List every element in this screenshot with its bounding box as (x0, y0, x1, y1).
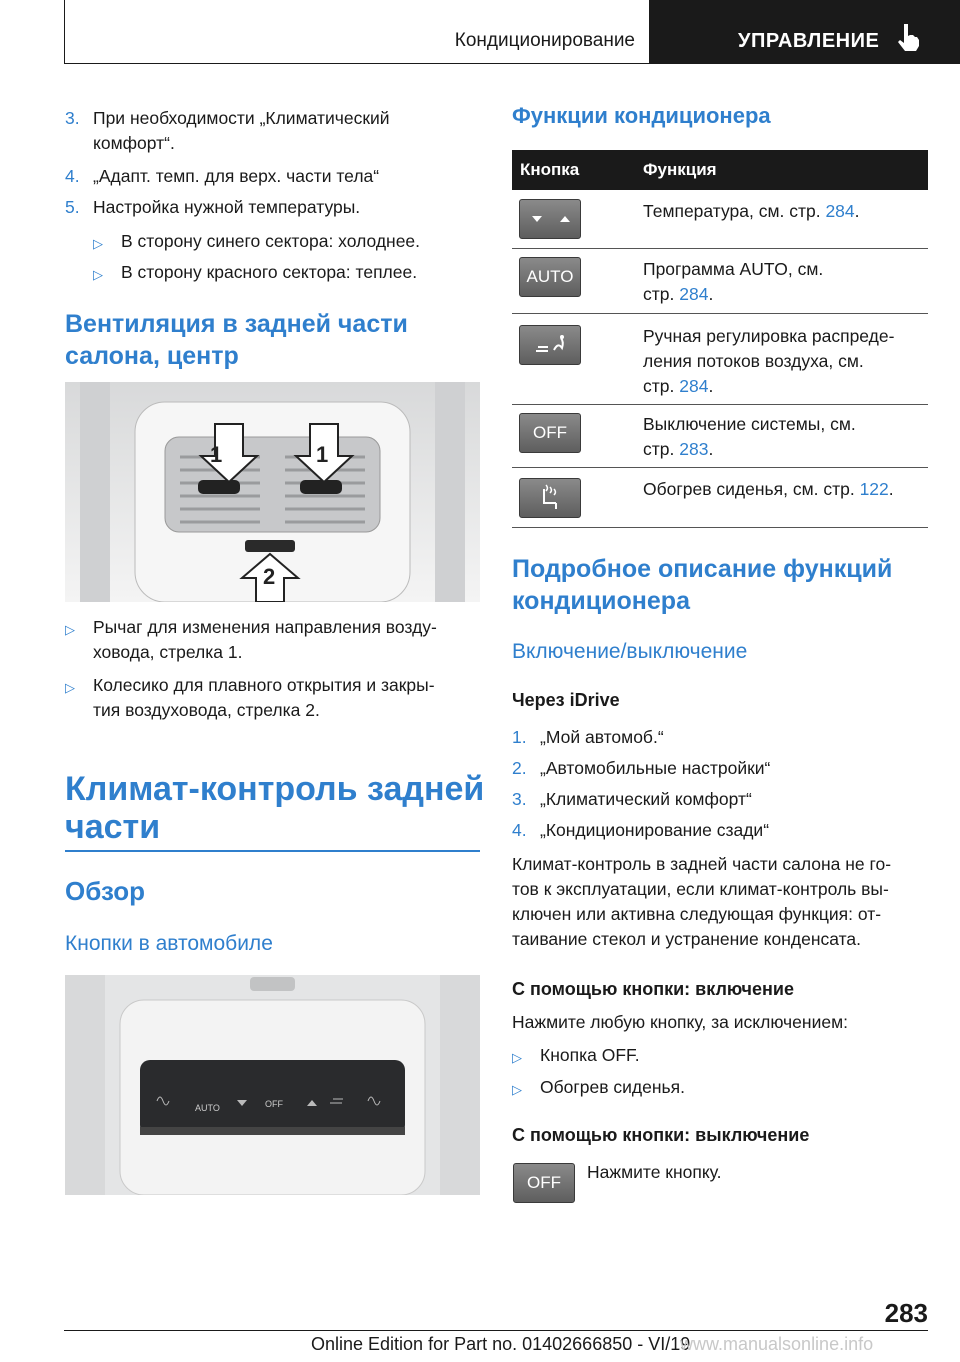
col-button-header: Кнопка (520, 160, 580, 179)
callout-1-left: 1 (210, 442, 223, 467)
function-line: Ручная регулировка распреде- (643, 326, 895, 346)
rear-vent-heading-line: салона, центр (65, 342, 239, 370)
callout-2: 2 (263, 564, 276, 589)
function-line: Выключение системы, см. (643, 414, 856, 434)
bullet-text: Кнопка OFF. (540, 1045, 640, 1065)
page-number: 283 (884, 1298, 928, 1328)
callout-1-right: 1 (316, 442, 329, 467)
step-text: „Климатический комфорт“ (540, 789, 752, 809)
bullet-text: Колесико для плавного открытия и закры- (93, 675, 435, 695)
seat-heat-icon (519, 478, 581, 518)
step-number: 2. (512, 758, 527, 778)
function-line: Обогрев сиденья, см. стр. (643, 479, 860, 499)
main-heading-line: Климат-контроль задней (65, 770, 485, 808)
bullet-text: Обогрев сиденья. (540, 1077, 685, 1097)
page-ref-link[interactable]: 284 (679, 376, 709, 396)
col-function-header: Функция (643, 160, 717, 179)
main-heading-line: части (65, 808, 161, 846)
step-number: 4. (65, 166, 80, 186)
detail-heading-line: кондиционера (512, 587, 690, 615)
row-divider (512, 248, 928, 249)
function-line: Программа AUTO, см. (643, 259, 824, 279)
hand-pointer-icon (895, 22, 921, 52)
function-tail: . (708, 376, 714, 396)
step-text: „Адапт. темп. для верх. части тела“ (93, 166, 380, 186)
onoff-heading: Включение/выключение (512, 640, 748, 663)
row-divider (512, 404, 928, 405)
row-divider (512, 313, 928, 314)
triangle-bullet-icon: ▷ (512, 1050, 522, 1065)
heading-rule (65, 850, 480, 852)
off-button-icon: OFF (513, 1163, 575, 1203)
paragraph-line: таивание стекол и устранение конденсата. (512, 929, 861, 949)
function-line: стр. (643, 376, 680, 396)
rear-vent-heading-line: Вентиляция в задней части (65, 310, 408, 338)
step-number: 3. (512, 789, 527, 809)
step-text: При необходимости „Климатический (93, 108, 390, 128)
function-text (643, 324, 894, 399)
switch-on-text: Нажмите любую кнопку, за исключением: (512, 1012, 848, 1032)
footer-edition: Online Edition for Part no. 01402666850 - VI/19 (311, 1334, 691, 1354)
function-text (643, 199, 860, 224)
functions-heading: Функции кондиционера (512, 103, 771, 128)
bullet-text: В сторону синего сектора: холоднее. (121, 231, 421, 251)
rear-vent-heading (65, 308, 408, 372)
function-line: Температура, см. стр. (643, 201, 826, 221)
idrive-title: Через iDrive (512, 690, 620, 710)
function-line: стр. (643, 284, 680, 304)
function-line: стр. (643, 439, 680, 459)
header-chapter-tab (650, 0, 960, 64)
footer-rule (64, 1330, 928, 1331)
panel-auto-label: AUTO (195, 1103, 220, 1113)
triangle-bullet-icon: ▷ (512, 1082, 522, 1097)
function-text (643, 412, 856, 462)
overview-heading: Обзор (65, 876, 145, 906)
rear-vent-photo (65, 382, 480, 602)
paragraph-line: ключен или активна следующая функция: от- (512, 904, 882, 924)
functions-table-header (512, 150, 928, 190)
step-number: 1. (512, 727, 527, 747)
function-line: ления потоков воздуха, см. (643, 351, 864, 371)
page-ref-link[interactable]: 283 (679, 439, 709, 459)
button-panel-photo (65, 975, 480, 1195)
function-text (643, 257, 823, 307)
bullet-text: В сторону красного сектора: теплее. (121, 262, 418, 282)
bullet-text: Рычаг для изменения направления возду- (93, 617, 437, 637)
row-divider (512, 527, 928, 528)
header-chapter-title: УПРАВЛЕНИЕ (738, 30, 880, 52)
step-text: „Автомобильные настройки“ (540, 758, 771, 778)
page-ref-link[interactable]: 284 (825, 201, 855, 221)
airflow-icon (519, 325, 581, 365)
page-ref-link[interactable]: 122 (859, 479, 889, 499)
paragraph-line: тов к эксплуатации, если климат-контроль вы- (512, 879, 889, 899)
bullet-text: ховода, стрелка 1. (93, 642, 243, 662)
header-section-title: Кондиционирование (454, 30, 635, 51)
function-tail: . (708, 284, 714, 304)
step-text: комфорт“. (93, 133, 175, 153)
triangle-bullet-icon: ▷ (65, 680, 75, 695)
function-tail: . (854, 201, 860, 221)
auto-button-icon: AUTO (519, 257, 581, 297)
step-number: 3. (65, 108, 80, 128)
detail-heading-line: Подробное описание функций (512, 555, 893, 583)
step-number: 5. (65, 197, 80, 217)
function-tail: . (708, 439, 714, 459)
header-section-tab (64, 0, 650, 64)
idrive-paragraph (512, 852, 928, 952)
function-text (643, 477, 894, 502)
function-tail: . (888, 479, 894, 499)
page-ref-link[interactable]: 284 (679, 284, 709, 304)
triangle-bullet-icon: ▷ (93, 267, 103, 282)
detail-heading (512, 553, 892, 617)
footer-watermark: www.manualsonline.info (680, 1334, 874, 1354)
switch-off-text: Нажмите кнопку. (587, 1162, 722, 1182)
temp-arrows-icon (519, 199, 581, 239)
step-number: 4. (512, 820, 527, 840)
paragraph-line: Климат-контроль в задней части салона не го- (512, 854, 892, 874)
triangle-bullet-icon: ▷ (93, 236, 103, 251)
panel-off-label: OFF (265, 1099, 283, 1109)
off-button-icon: OFF (519, 413, 581, 453)
step-text: „Кондиционирование сзади“ (540, 820, 770, 840)
switch-off-title: С помощью кнопки: выключение (512, 1125, 810, 1145)
row-divider (512, 467, 928, 468)
step-text: Настройка нужной температуры. (93, 197, 361, 217)
triangle-bullet-icon: ▷ (65, 622, 75, 637)
step-text: „Мой автомоб.“ (540, 727, 664, 747)
buttons-heading: Кнопки в автомобиле (65, 932, 273, 955)
bullet-text: тия воздуховода, стрелка 2. (93, 700, 320, 720)
switch-on-title: С помощью кнопки: включение (512, 979, 794, 999)
main-heading (65, 770, 484, 846)
